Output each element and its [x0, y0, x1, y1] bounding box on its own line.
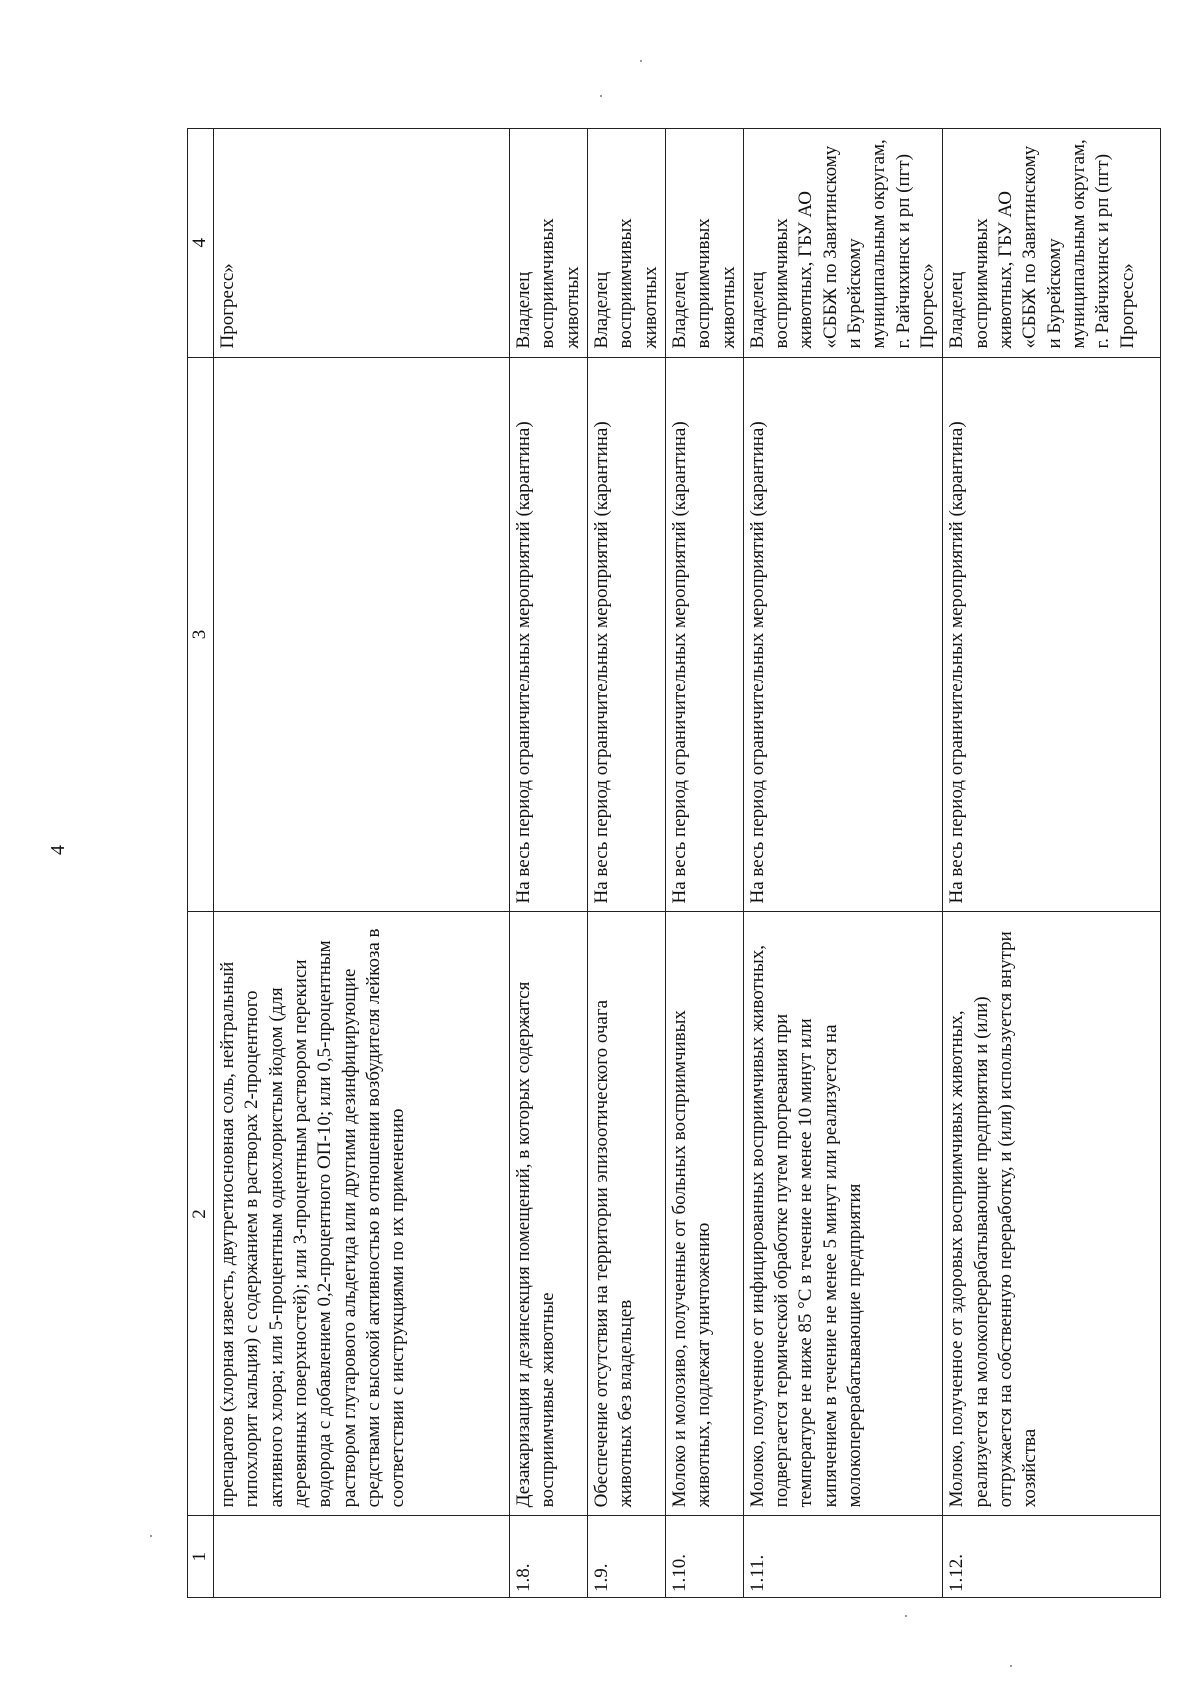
- scan-speck: [600, 95, 602, 97]
- row-responsible: Владелец восприимчивых животных, ГБУ АО «СББЖ по Завитинскому и Бурейскому муниципальным округам, г. Райчихинск и рп (пгт) Прогресс»: [943, 129, 1161, 358]
- table-row: [665, 129, 743, 1598]
- row-number: 1.8.: [510, 1516, 588, 1598]
- row-responsible: Владелец восприимчивых животных: [510, 129, 588, 358]
- table-row: [587, 129, 665, 1598]
- row-measure: Дезакаризация и дезинсекция помещений, в которых содержатся восприимчивые животные: [510, 912, 588, 1516]
- row-term: На весь период ограничительных мероприятий (карантина): [743, 357, 943, 912]
- scan-speck: [640, 60, 642, 62]
- scan-speck: [1010, 1665, 1012, 1667]
- row-term: На весь период ограничительных мероприятий (карантина): [510, 357, 588, 912]
- row-responsible: Прогресс»: [214, 129, 510, 358]
- rotated-table-frame: [187, 128, 1138, 1598]
- row-measure: Молоко, полученное от инфицированных восприимчивых животных, подвергается термической обработке путем прогревания при температуре не ниже 85 °С в течение не менее 10 минут или кипячением в течение не менее 5 минут или реализуется на молокоперерабатывающие предприятия: [743, 912, 943, 1516]
- table-row: [214, 129, 510, 1598]
- table-row: [510, 129, 588, 1598]
- row-responsible: Владелец восприимчивых животных, ГБУ АО «СББЖ по Завитинскому и Бурейскому муниципальным округам, г. Райчихинск и рп (пгт) Прогресс»: [743, 129, 943, 358]
- header-col-3: 3: [188, 357, 214, 912]
- row-measure: Молоко, полученное от здоровых восприимчивых животных, реализуется на молокоперерабатывающие предприятия и (или) отгружается на собственную переработку, и (или) используется внутри хозяйства: [943, 912, 1161, 1516]
- row-term: На весь период ограничительных мероприятий (карантина): [665, 357, 743, 912]
- row-number: 1.10.: [665, 1516, 743, 1598]
- header-col-1: 1: [188, 1516, 214, 1598]
- row-number: [214, 1516, 510, 1598]
- table-row: [743, 129, 943, 1598]
- row-number: 1.11.: [743, 1516, 943, 1598]
- table-row: [943, 129, 1161, 1598]
- row-number: 1.9.: [587, 1516, 665, 1598]
- page-number: 4: [47, 845, 69, 855]
- row-responsible: Владелец восприимчивых животных: [587, 129, 665, 358]
- row-term: На весь период ограничительных мероприятий (карантина): [943, 357, 1161, 912]
- measures-table: [187, 128, 1161, 1598]
- scan-speck: [150, 1535, 152, 1537]
- header-col-2: 2: [188, 912, 214, 1516]
- row-term: На весь период ограничительных мероприятий (карантина): [587, 357, 665, 912]
- header-col-4: 4: [188, 129, 214, 358]
- row-measure: препаратов (хлорная известь, двутретиосновная соль, нейтральный гипохлорит кальция) с содержанием в растворах 2-процентного активного хлора; или 5-процентным однохлористым йодом (для деревянных поверхностей); или 3-процентным раствором перекиси водорода с добавлением 0,2-процентного ОП-10; или 0,5-процентным раствором глутарового альдегида или другими дезинфицирующие средствами с высокой активностью в отношении возбудителя лейкоза в соответствии с инструкциями по их применению: [214, 912, 510, 1516]
- row-measure: Обеспечение отсутствия на территории эпизоотического очага животных без владельцев: [587, 912, 665, 1516]
- table-header-row: [188, 129, 214, 1598]
- row-term: [214, 357, 510, 912]
- row-measure: Молоко и молозиво, полученные от больных восприимчивых животных, подлежат уничтожению: [665, 912, 743, 1516]
- scan-speck: [905, 1615, 907, 1617]
- row-number: 1.12.: [943, 1516, 1161, 1598]
- row-responsible: Владелец восприимчивых животных: [665, 129, 743, 358]
